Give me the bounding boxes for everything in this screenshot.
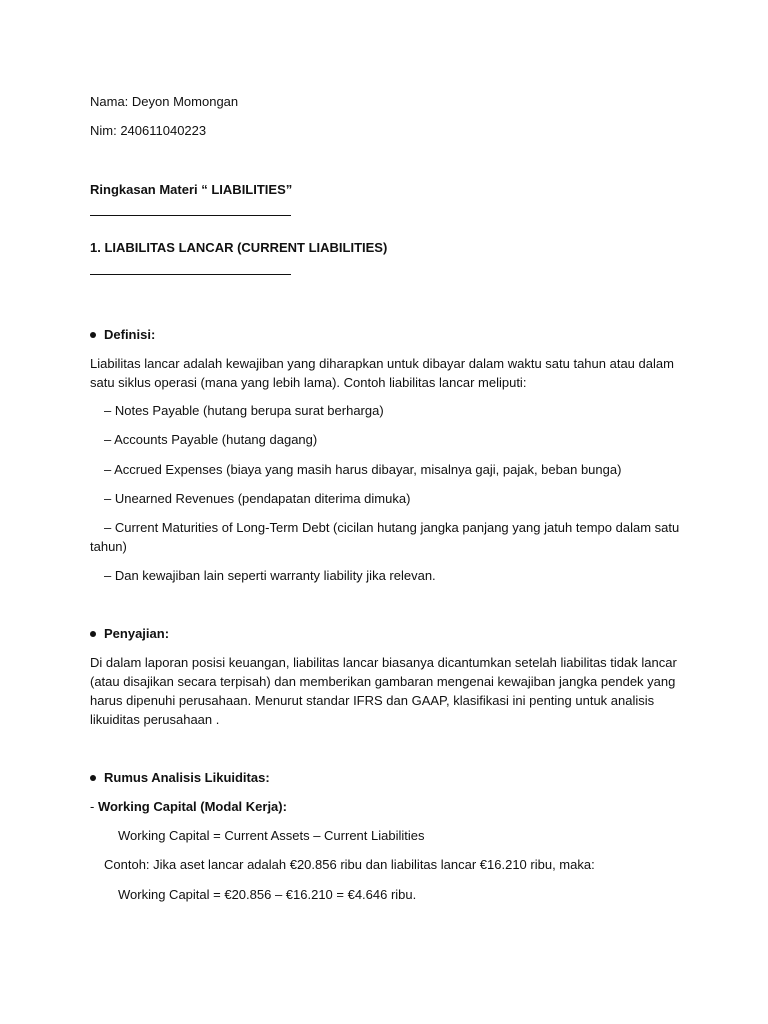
example-text: Contoh: Jika aset lancar adalah €20.856 ribu dan liabilitas lancar €16.210 ribu, maka: (104, 857, 595, 872)
bullet-icon (90, 775, 96, 781)
list-item: – Dan kewajiban lain seperti warranty liability jika relevan. (104, 568, 436, 583)
example-result: Working Capital = €20.856 – €16.210 = €4.646 ribu. (118, 887, 417, 902)
divider-line (90, 274, 291, 275)
bullet-definisi (90, 326, 155, 343)
list-item: – Accounts Payable (hutang dagang) (104, 432, 318, 447)
definisi-paragraph-line: Liabilitas lancar adalah kewajiban yang diharapkan untuk dibayar dalam waktu satu tahun atau dalam (90, 356, 674, 371)
penyajian-label: Penyajian: (104, 626, 170, 641)
student-nim: Nim: 240611040223 (90, 123, 207, 138)
list-item: – Current Maturities of Long-Term Debt (cicilan hutang jangka panjang yang jatuh tempo dalam satu (104, 520, 680, 535)
student-name: Nama: Deyon Momongan (90, 94, 239, 109)
penyajian-paragraph-line: (atau disajikan secara terpisah) dan memberikan gambaran mengenai kewajiban jangka pendek yang (90, 674, 676, 689)
bullet-penyajian (90, 625, 169, 642)
working-capital-formula: Working Capital = Current Assets – Current Liabilities (118, 828, 425, 843)
dash-prefix: - (90, 799, 98, 814)
definisi-label: Definisi: (104, 327, 156, 342)
bullet-icon (90, 631, 96, 637)
list-item: – Accrued Expenses (biaya yang masih harus dibayar, misalnya gaji, pajak, beban bunga) (104, 462, 622, 477)
divider-line (90, 215, 291, 216)
section-heading: 1. LIABILITAS LANCAR (CURRENT LIABILITIES) (90, 240, 388, 255)
working-capital-label: Working Capital (Modal Kerja): (97, 799, 287, 814)
list-item: – Unearned Revenues (pendapatan diterima dimuka) (104, 491, 411, 506)
list-item: – Notes Payable (hutang berupa surat berharga) (104, 403, 384, 418)
working-capital-heading (90, 798, 287, 815)
list-item-continuation: tahun) (90, 539, 127, 554)
definisi-paragraph-line: satu siklus operasi (mana yang lebih lama). Contoh liabilitas lancar meliputi: (90, 375, 527, 390)
document-title: Ringkasan Materi “ LIABILITIES” (90, 182, 293, 197)
penyajian-paragraph-line: harus dipenuhi perusahaan. Menurut standar IFRS dan GAAP, klasifikasi ini penting untuk analisis (90, 693, 655, 708)
penyajian-paragraph-line: Di dalam laporan posisi keuangan, liabilitas lancar biasanya dicantumkan setelah liabilitas tidak lancar (90, 655, 677, 670)
rumus-label: Rumus Analisis Likuiditas: (104, 770, 270, 785)
penyajian-paragraph-line: likuiditas perusahaan . (90, 712, 220, 727)
bullet-rumus (90, 769, 270, 786)
bullet-icon (90, 332, 96, 338)
